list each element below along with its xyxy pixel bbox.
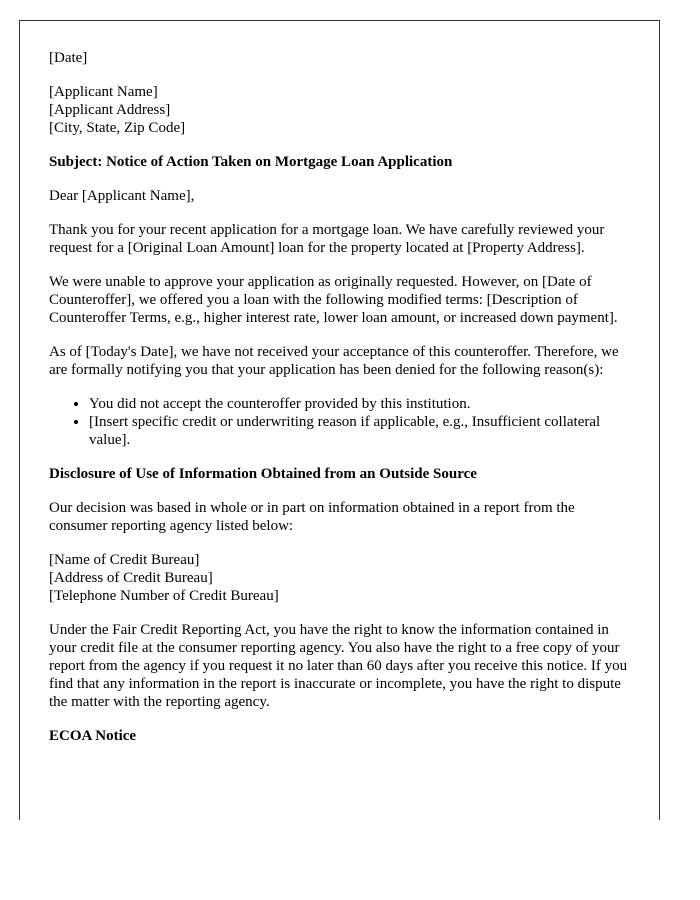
letter-body: [49, 49, 629, 761]
disclosure-intro: Our decision was based in whole or in part on information obtained in a report from the consumer reporting agency listed below:: [49, 500, 575, 534]
letter-date: [Date]: [49, 50, 88, 66]
applicant-address: [Applicant Address]: [49, 102, 171, 118]
disclosure-heading: Disclosure of Use of Information Obtained from an Outside Source: [49, 466, 477, 482]
applicant-name: [Applicant Name]: [49, 84, 158, 100]
letter-salutation: Dear [Applicant Name],: [49, 188, 195, 204]
credit-bureau-phone: [Telephone Number of Credit Bureau]: [49, 588, 279, 604]
denial-reason-item: • You did not accept the counteroffer provided by this institution.: [89, 395, 629, 413]
credit-bureau-address: [Address of Credit Bureau]: [49, 570, 213, 586]
paragraph-application-review: Thank you for your recent application for a mortgage loan. We have carefully reviewed your request for a [Original Loan Amount] loan for the property located at [Property Address].: [49, 222, 605, 256]
credit-bureau-name: [Name of Credit Bureau]: [49, 552, 200, 568]
credit-bureau-block: [49, 551, 629, 605]
paragraph-denial-notice: As of [Today's Date], we have not received your acceptance of this counteroffer. Therefore, we are formally notifying you that your application has been denied for the following reason(s):: [49, 344, 619, 378]
applicant-address-block: [49, 83, 629, 137]
fcra-rights-paragraph: Under the Fair Credit Reporting Act, you have the right to know the information contained in your credit file at the consumer reporting agency. You also have the right to a free copy of your report from the agency if you request it no later than 60 days after you receive this notice. If you find that any information in the report is inaccurate or incomplete, you have the right to dispute the matter with the reporting agency.: [49, 622, 628, 710]
denial-reasons-list: [49, 395, 629, 449]
letter-subject: Subject: Notice of Action Taken on Mortgage Loan Application: [49, 154, 453, 170]
denial-reason-item: • [Insert specific credit or underwriting reason if applicable, e.g., Insufficient collateral value].: [89, 413, 629, 449]
letter-page: [19, 20, 660, 820]
paragraph-counteroffer: We were unable to approve your application as originally requested. However, on [Date of Counteroffer], we offered you a loan with the following modified terms: [Description of Counteroffer Terms, e.g., higher interest rate, lower loan amount, or increased down payment].: [49, 274, 618, 326]
applicant-city-state-zip: [City, State, Zip Code]: [49, 120, 186, 136]
ecoa-heading: ECOA Notice: [49, 728, 137, 744]
